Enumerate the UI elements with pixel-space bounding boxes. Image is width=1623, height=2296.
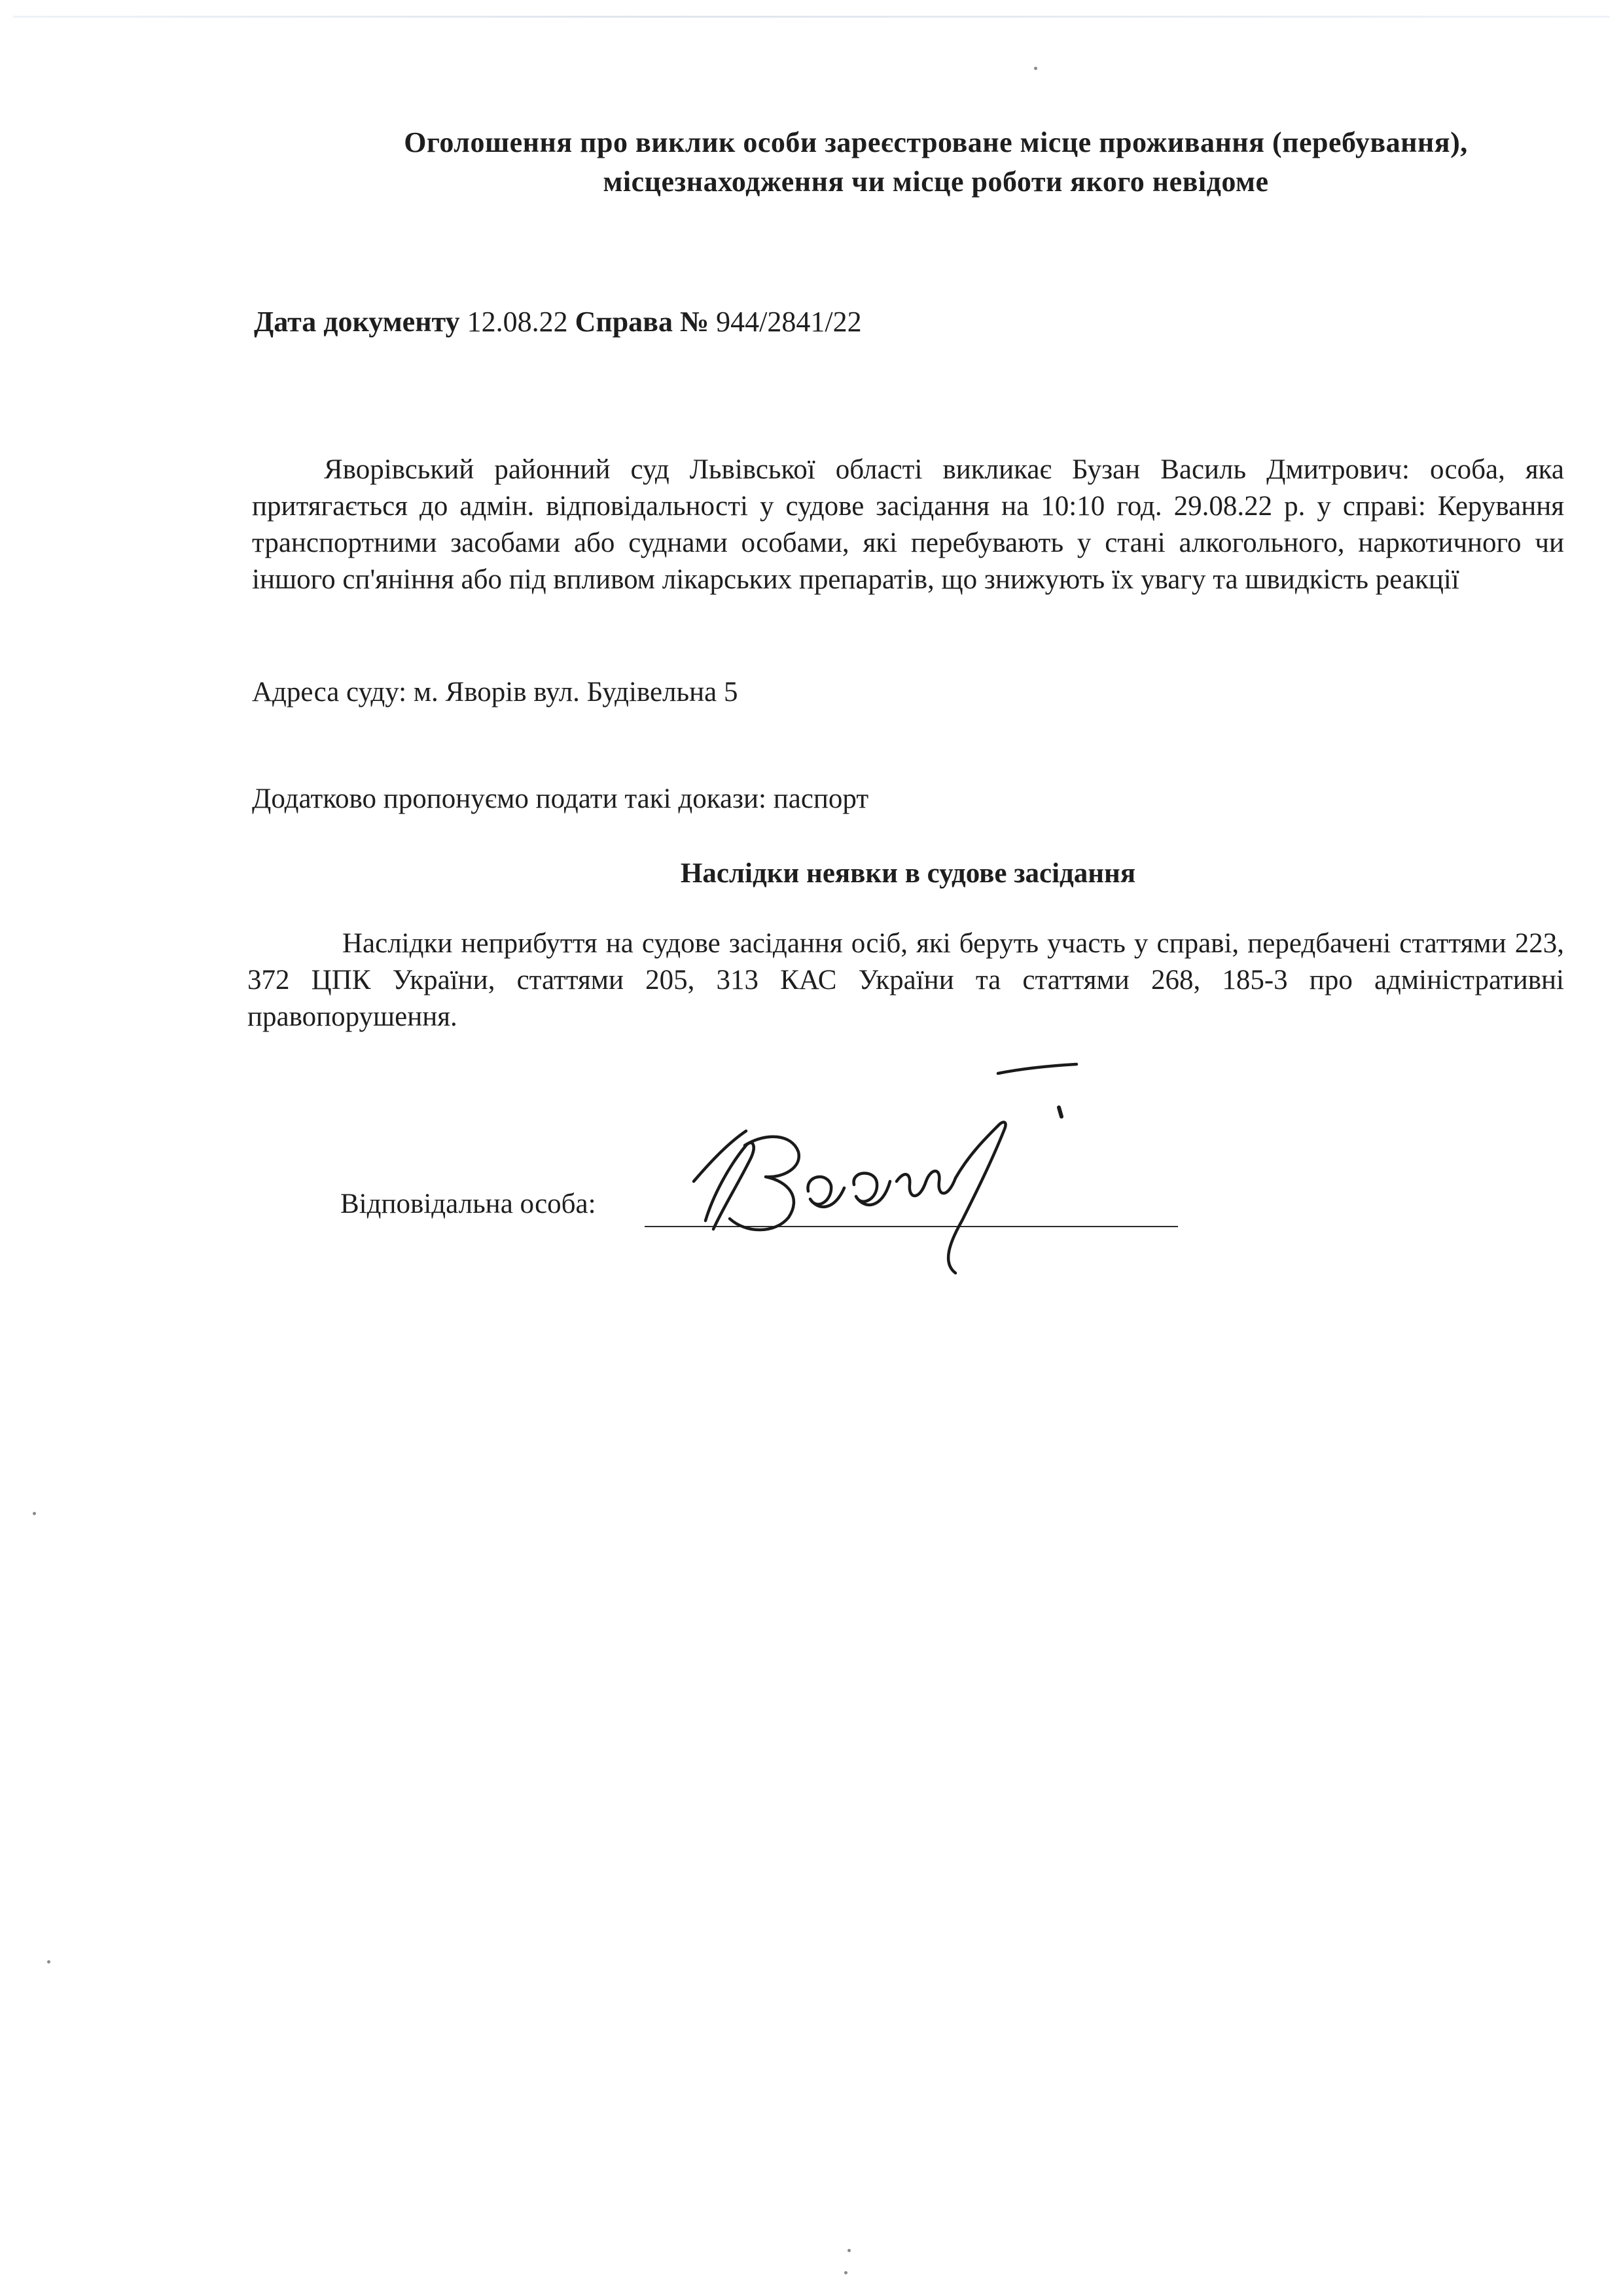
document-title (249, 123, 1623, 202)
scan-edge (13, 16, 1610, 18)
scan-speck (847, 2249, 851, 2252)
title-line-2: місцезнаходження чи місце роботи якого невідоме (603, 166, 1269, 198)
scan-speck (844, 2271, 847, 2274)
court-address: Адреса суду: м. Яворів вул. Будівельна 5 (252, 677, 738, 708)
date-value: 12.08.22 (467, 306, 568, 338)
case-number: 944/2841/22 (716, 306, 862, 338)
title-line-1: Оголошення про виклик особи зареєстроване місце проживання (перебування), (404, 126, 1468, 158)
scan-speck (1034, 67, 1037, 70)
handwritten-signature (668, 1047, 1126, 1296)
consequences-paragraph: Наслідки неприбуття на судове засідання осіб, які беруть участь у справі, передбачені статтями 223, 372 ЦПК України, статтями 205, 313 КАС України та статтями 268, 185-3 про адміністративні правопорушення. (247, 928, 1564, 1032)
evidence-request: Додатково пропонуємо подати такі докази: паспорт (252, 783, 869, 814)
date-label: Дата документу (254, 306, 460, 338)
document-meta (254, 302, 862, 342)
consequences-heading: Наслідки неявки в судове засідання (680, 858, 1136, 889)
case-label: Справа № (575, 306, 709, 338)
scan-speck (33, 1512, 36, 1515)
summons-paragraph: Яворівський районний суд Львівської області викликає Бузан Василь Дмитрович: особа, яка притягається до адмін. відповідальності у судове засідання на 10:10 год. 29.08.22 р. у справі: Керування транспортними засобами або суднами особами, які перебувають у стані алкогольного, наркотичного чи іншого сп'яніння або під впливом лікарських препаратів, що знижують їх увагу та швидкість реакції (252, 454, 1564, 595)
scan-speck (47, 1960, 50, 1964)
responsible-person-label: Відповідальна особа: (340, 1189, 596, 1219)
